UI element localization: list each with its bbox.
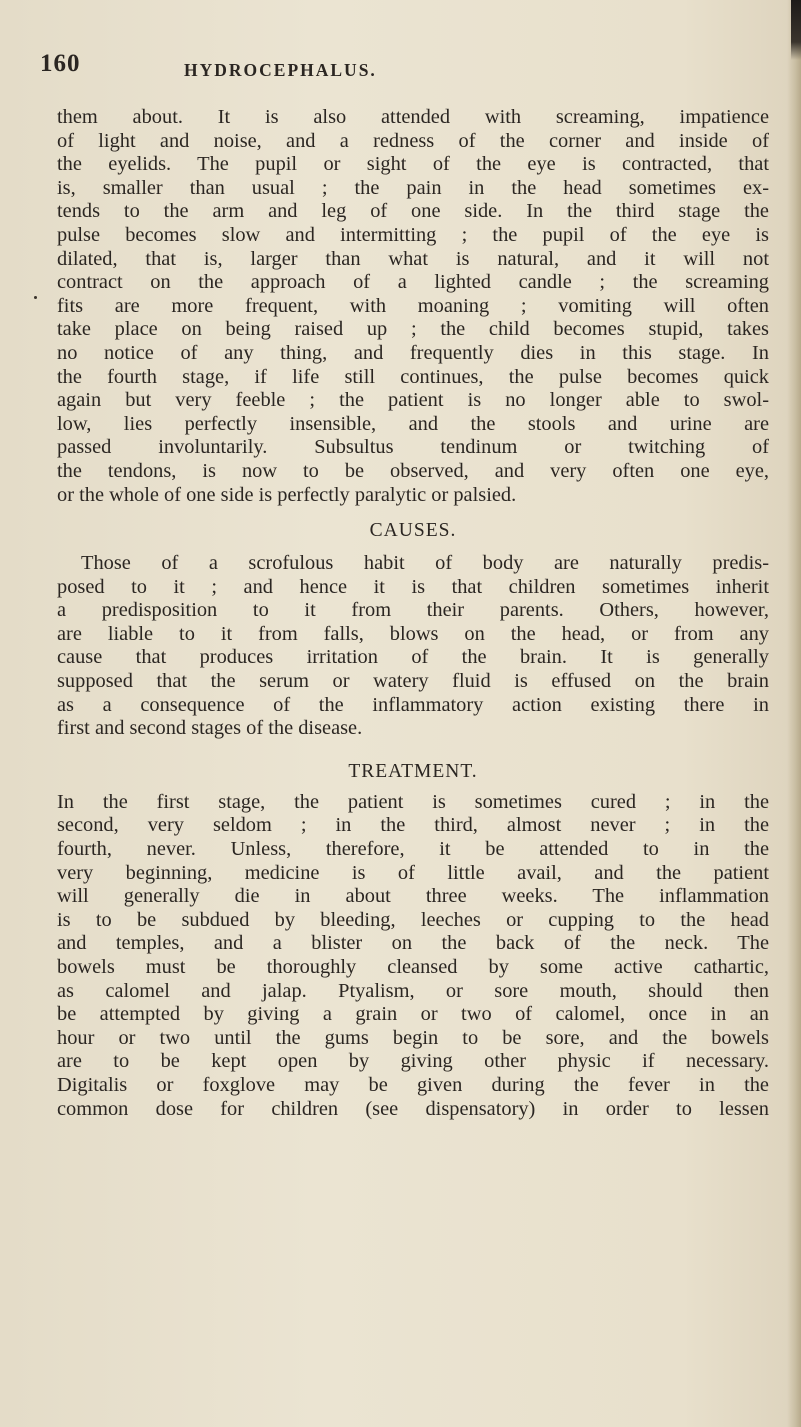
text-line: the fourth stage, if life still continues, the pulse becomes quick (57, 365, 769, 388)
text-line: will generally die in about three weeks. The inflammation (57, 885, 769, 908)
text-line: common dose for children (see dispensatory) in order to lessen (57, 1097, 769, 1120)
paragraph-causes (57, 552, 769, 741)
text-line: the eyelids. The pupil or sight of the eye is contracted, that (57, 153, 769, 176)
paragraph-treatment (57, 791, 769, 1121)
page-corner-shadow (791, 0, 801, 60)
text-line: as calomel and jalap. Ptyalism, or sore mouth, should then (57, 979, 769, 1002)
text-line: the tendons, is now to be observed, and very often one eye, (57, 459, 769, 482)
text-line: fourth, never. Unless, therefore, it be attended to in the (57, 838, 769, 861)
text-line: dilated, that is, larger than what is natural, and it will not (57, 247, 769, 270)
text-line: posed to it ; and hence it is that children sometimes inherit (57, 575, 769, 598)
text-line: and temples, and a blister on the back of the neck. The (57, 932, 769, 955)
text-line: cause that produces irritation of the brain. It is generally (57, 646, 769, 669)
text-line: In the first stage, the patient is sometimes cured ; in the (57, 790, 769, 813)
ink-speck (34, 296, 37, 299)
running-head: HYDROCEPHALUS. (184, 60, 377, 80)
text-line: a predisposition to it from their parents. Others, however, (57, 599, 769, 622)
text-line: be attempted by giving a grain or two of calomel, once in an (57, 1003, 769, 1026)
body-text (57, 106, 769, 1121)
text-line: contract on the approach of a lighted candle ; the screaming (57, 271, 769, 294)
section-heading-treatment: TREATMENT. (348, 760, 478, 782)
text-line: are liable to it from falls, blows on the head, or from any (57, 622, 769, 645)
text-line: Those of a scrofulous habit of body are naturally predis- (81, 552, 769, 575)
text-line: of light and noise, and a redness of the corner and inside of (57, 129, 769, 152)
text-line: passed involuntarily. Subsultus tendinum or twitching of (57, 436, 769, 459)
text-line: as a consequence of the inflammatory action existing there in (57, 693, 769, 716)
text-line: pulse becomes slow and intermitting ; the pupil of the eye is (57, 223, 769, 246)
text-line: take place on being raised up ; the child becomes stupid, takes (57, 318, 769, 341)
text-line: or the whole of one side is perfectly paralytic or palsied. (57, 483, 517, 506)
text-line: very beginning, medicine is of little avail, and the patient (57, 861, 769, 884)
text-line: tends to the arm and leg of one side. In the third stage the (57, 200, 769, 223)
section-heading-causes: CAUSES. (369, 520, 457, 542)
text-line: no notice of any thing, and frequently dies in this stage. In (57, 341, 769, 364)
text-line: low, lies perfectly insensible, and the stools and urine are (57, 412, 769, 435)
text-line: are to be kept open by giving other physic if necessary. (57, 1050, 769, 1073)
text-line: bowels must be thoroughly cleansed by some active cathartic, (57, 956, 769, 978)
paragraph-symptoms (57, 106, 769, 507)
page-edge-shadow (787, 0, 801, 1427)
page-number: 160 (40, 50, 81, 77)
text-line: second, very seldom ; in the third, almost never ; in the (57, 814, 769, 837)
text-line: first and second stages of the disease. (57, 717, 363, 740)
text-line: supposed that the serum or watery fluid is effused on the brain (57, 670, 769, 693)
text-line: again but very feeble ; the patient is no longer able to swol- (57, 389, 769, 412)
page-header (40, 50, 760, 84)
text-line: Digitalis or foxglove may be given during the fever in the (57, 1073, 769, 1096)
text-line: fits are more frequent, with moaning ; vomiting will often (57, 294, 769, 317)
text-line: hour or two until the gums begin to be sore, and the bowels (57, 1026, 769, 1049)
text-line: is, smaller than usual ; the pain in the head sometimes ex- (57, 176, 769, 199)
text-line: is to be subdued by bleeding, leeches or cupping to the head (57, 908, 769, 931)
text-line: them about. It is also attended with screaming, impatience (57, 106, 769, 128)
